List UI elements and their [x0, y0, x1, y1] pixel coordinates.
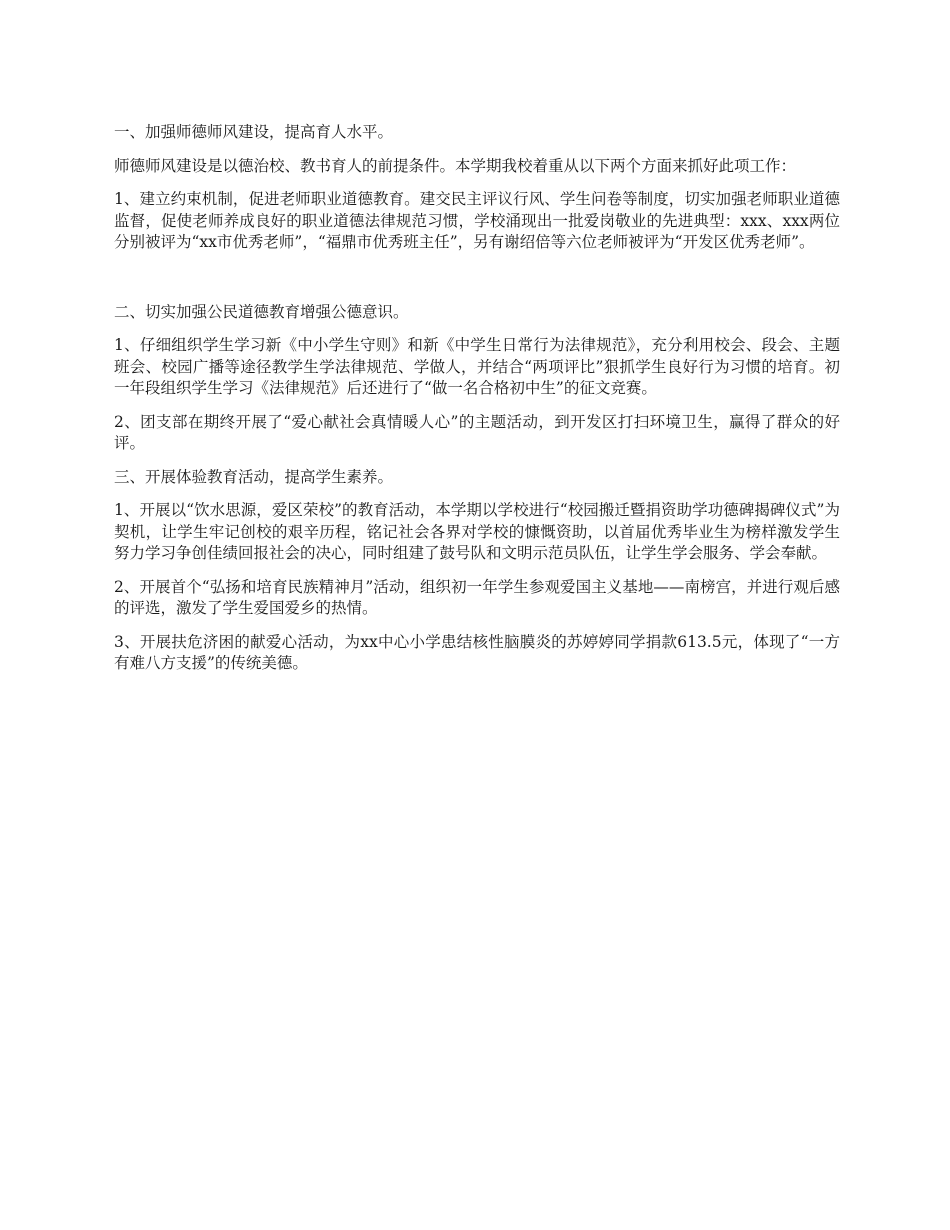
section-1-item-1: 1、建立约束机制，促进老师职业道德教育。建交民主评议行风、学生问卷等制度，切实加强老师职业道德监督，促使老师养成良好的职业道德法律规范习惯，学校涌现出一批爱岗敬业的先进典型：xxx、xxx两位分别被评为“xx市优秀老师”，“福鼎市优秀班主任”，另有谢绍倍等六位老师被评为“开发区优秀老师”。: [114, 190, 840, 251]
section-1-intro: 师德师风建设是以德治校、教书育人的前提条件。本学期我校着重从以下两个方面来抓好此项工作：: [114, 156, 797, 175]
section-1-heading: 一、加强师德师风建设，提高育人水平。: [114, 123, 394, 141]
section-2-item-1: 1、仔细组织学生学习新《中小学生守则》和新《中学生日常行为法律规范》，充分利用校会、段会、主题班会、校园广播等途径教学生学法律规范、学做人，并结合“两项评比”狠抓学生良好行为习惯的培育。初一年段组织学生学习《法律规范》后还进行了“做一名合格初中生”的征文竞赛。: [114, 336, 840, 397]
section-3-heading: 三、开展体验教育活动，提高学生素养。: [114, 467, 394, 486]
section-2-heading: 二、切实加强公民道德教育增强公德意识。: [114, 302, 409, 321]
section-3-item-3: 3、开展扶危济困的献爱心活动，为xx中心小学患结核性脑膜炎的苏婷婷同学捐款613.5元，体现了“一方有难八方支援”的传统美德。: [114, 632, 840, 672]
section-2-item-2: 2、团支部在期终开展了“爱心献社会真情暖人心”的主题活动，到开发区打扫环境卫生，赢得了群众的好评。: [114, 412, 840, 452]
document-body: [114, 122, 840, 687]
section-3-item-1: 1、开展以“饮水思源，爱区荣校”的教育活动，本学期以学校进行“校园搬迁暨捐资助学功德碑揭碑仪式”为契机，让学生牢记创校的艰辛历程，铭记社会各界对学校的慷慨资助，以首届优秀毕业生为榜样激发学生努力学习争创佳绩回报社会的决心，同时组建了鼓号队和文明示范员队伍，让学生学会服务、学会奉献。: [114, 501, 840, 562]
section-3-item-2: 2、开展首个“弘扬和培育民族精神月”活动，组织初一年学生参观爱国主义基地——南榜宫，并进行观后感的评选，激发了学生爱国爱乡的热情。: [114, 577, 840, 617]
section-spacer: [114, 266, 840, 302]
